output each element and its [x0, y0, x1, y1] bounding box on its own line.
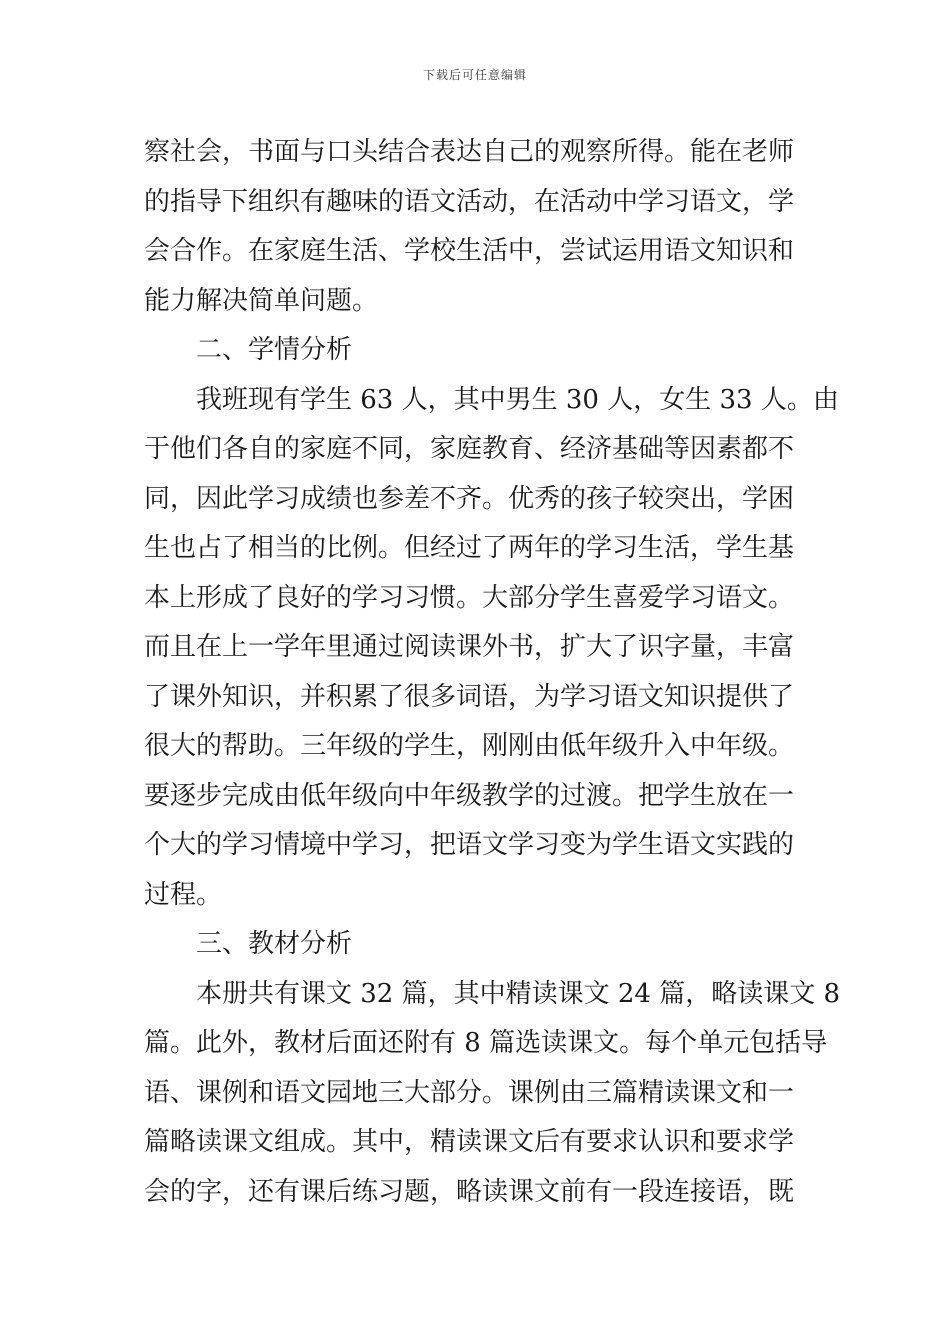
- text-line: 篇略读课文组成。其中，精读课文后有要求认识和要求学: [144, 1127, 795, 1157]
- text-line: 能力解决简单问题。: [144, 285, 379, 316]
- text-line: 于他们各自的家庭不同，家庭教育、经济基础等因素都不: [144, 434, 795, 464]
- text-line: 的指导下组织有趣味的语文活动，在活动中学习语文，学: [144, 186, 795, 217]
- header-note: 下载后可任意编辑: [422, 68, 527, 82]
- text-line: 会的字，还有课后练习题，略读课文前有一段连接语，既: [144, 1176, 795, 1207]
- text-line: 要逐步完成由低年级向中年级教学的过渡。把学生放在一: [144, 780, 795, 811]
- text-line: 篇。此外，教材后面还附有 8 篇选读课文。每个单元包括导: [144, 1028, 828, 1058]
- text-line: 会合作。在家庭生活、学校生活中，尝试运用语文知识和: [144, 236, 795, 266]
- text-line: 生也占了相当的比例。但经过了两年的学习生活，学生基: [144, 533, 795, 563]
- section-heading: 三、教材分析: [196, 929, 353, 959]
- section-heading: 二、学情分析: [196, 335, 353, 365]
- text-line: 过程。: [144, 879, 223, 910]
- text-line: 我班现有学生 63 人，其中男生 30 人，女生 33 人。由: [196, 384, 839, 415]
- text-line: 同，因此学习成绩也参差不齐。优秀的孩子较突出，学困: [144, 483, 795, 514]
- text-line: 而且在上一学年里通过阅读课外书，扩大了识字量，丰富: [144, 632, 795, 662]
- text-line: 本册共有课文 32 篇，其中精读课文 24 篇，略读课文 8: [196, 978, 841, 1009]
- text-line: 很大的帮助。三年级的学生，刚刚由低年级升入中年级。: [144, 731, 795, 761]
- document-body: [144, 128, 841, 1217]
- text-line: 语、课例和语文园地三大部分。课例由三篇精读课文和一: [144, 1077, 795, 1108]
- text-line: 个大的学习情境中学习，把语文学习变为学生语文实践的: [144, 830, 795, 860]
- text-line: 了课外知识，并积累了很多词语，为学习语文知识提供了: [144, 681, 795, 712]
- text-line: 察社会，书面与口头结合表达自己的观察所得。能在老师: [144, 137, 795, 167]
- text-line: 本上形成了良好的学习习惯。大部分学生喜爱学习语文。: [144, 582, 795, 613]
